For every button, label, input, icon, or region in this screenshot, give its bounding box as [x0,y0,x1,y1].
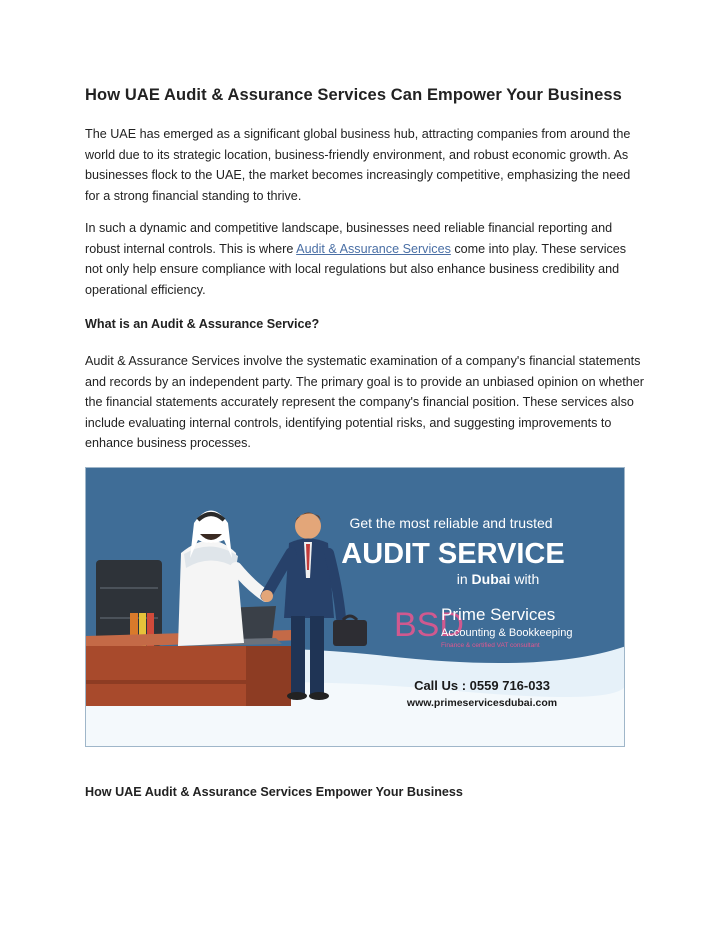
audit-assurance-services-link[interactable]: Audit & Assurance Services [296,241,451,256]
banner-tagline: Get the most reliable and trusted [349,515,553,531]
brand-subtitle: Accounting & Bookkeeping [441,627,573,639]
audit-service-banner [85,467,625,747]
context-text-before: In such a dynamic and competitive landscape, businesses need reliable financial reporting and robust internal controls. This is where [85,221,613,256]
banner-location-city: Dubai [471,571,511,587]
website-text: www.primeservicesdubai.com [406,697,558,709]
context-paragraph [85,218,645,300]
banner-location [457,571,539,587]
call-us-text: Call Us : 0559 716-033 [414,678,550,693]
definition-paragraph: Audit & Assurance Services involve the systematic examination of a company's financial statements and records by an independent party. The primary goal is to provide an unbiased opinion on whether the financial statements accurately represent the company's financial position. These services also include evaluating internal controls, identifying potential risks, and suggesting improvements to enhance business processes. [85,354,644,450]
brand-name: Prime Services [441,605,556,624]
intro-paragraph: The UAE has emerged as a significant global business hub, attracting companies from around the world due to its strategic location, business-friendly environment, and robust economic growth. As businesses flock to the UAE, the market becomes increasingly competitive, emphasizing the need for a strong financial standing to thrive. [85,127,631,203]
section-heading-empower: How UAE Audit & Assurance Services Empower Your Business [85,785,463,799]
article-title: How UAE Audit & Assurance Services Can Empower Your Business [85,86,622,104]
context-text-after: come into play. These services not only help ensure compliance with local regulations but also enhance business credibility and operational efficiency. [85,241,627,297]
file-cabinet-illustration [96,560,162,647]
banner-location-suffix: with [510,571,540,587]
banner-location-prefix: in [456,571,472,587]
brand-tagline: Finance & certified VAT consultant [441,642,540,649]
banner-headline: AUDIT SERVICE [341,538,565,570]
section-heading-what-is: What is an Audit & Assurance Service? [85,317,320,331]
logo-monogram: BSD [394,606,464,644]
